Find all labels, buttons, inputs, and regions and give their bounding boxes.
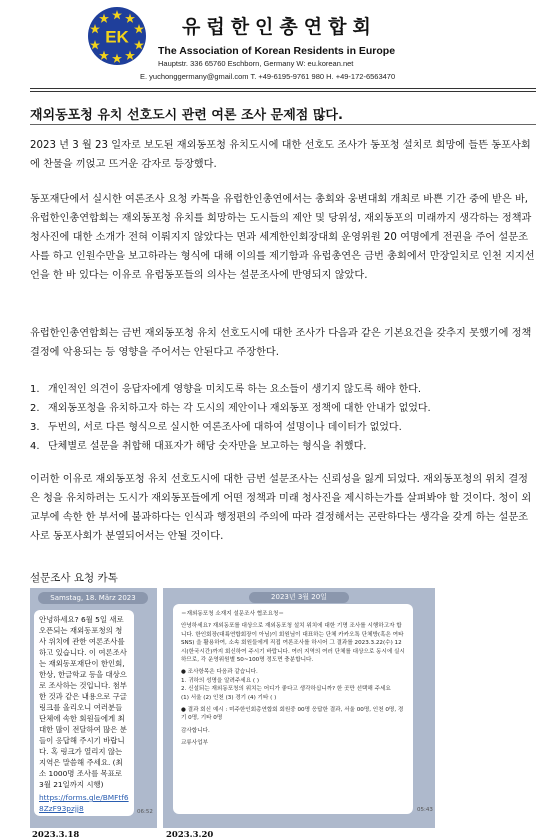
screenshot-1-date: 2023.3.18: [32, 830, 80, 840]
requirements-list: [30, 380, 536, 456]
title-underline: [30, 124, 536, 125]
thanks-text: 감사합니다.: [181, 727, 210, 734]
list-item: 3. 두번의, 서로 다른 형식으로 실시한 여론조사에 대하여 설명이나 데이터가 없었다.: [30, 422, 402, 433]
screenshot-2-date: 2023.3.20: [166, 830, 214, 840]
question-intro: ● 조사항목은 다음과 같습니다.: [181, 669, 258, 676]
question-2: 2. 신설되는 재외동포청의 위치는 어디가 좋다고 생각하십니까? 한 곳만 선택해 주세요: [181, 686, 391, 693]
survey-link[interactable]: https://forms.gle/BMFtf68ZzF93pzjj8: [39, 793, 129, 813]
header-divider-2: [30, 91, 536, 92]
chat-message-text: 안녕하세요? 6월 5일 새로 오픈되는 재외동포청의 청사 위치에 관한 여론조사를 하고 있습니다. 이 여론조사는 재외동포재단이 한인회, 한상, 한글학교 등을 대상으로 조사하는 것입니다. 첨부한 것과 같은 내용으로 구글 링크를 올리오니 여러분들 단체에 속한 회원들에게 최대한 많이 전달하여 많은 분들이 응답해 주시기 바랍니다. 혹 링크가 열리지 않는 지역은 말씀해 주세요. (최소 1000명 조사를 목표로 3월 21일까지 시행): [39, 615, 127, 789]
notice-heading: ＝재외동포청 소재지 설문조사 협조요청＝: [181, 611, 284, 617]
sender-department: 교류사업부: [181, 740, 209, 747]
chat-date-bar: Samstag, 18. März 2023: [38, 592, 148, 604]
paragraph-2: 동포재단에서 실시한 여론조사 요청 카톡을 유럽한인총연에서는 총회와 웅변대회 개최로 바쁜 기간 중에 받은 바, 유럽한인총연합회는 재외동포청 유치를 희망하는 도시들의 제안 및 당위성, 재외동포의 미래까지 생각하는 정책과 청사진에 대한 소개가 전혀 이뤄지지 않았다는 면과 세계한인회장대회 운영위원 20 여명에게 전권을 주어 설문조사를 하고 인원수만을 보고하라는 형식에 대해 이의를 제기함과 유럽총연은 금번 총회에서 만장일치로 인천 지지선언을 한 바 있다는 이유로 유럽동포들의 의사는 설문조사에 반영되지 않았다.: [30, 194, 535, 281]
paragraph-3: 유럽한인총연합회는 금번 재외동포청 유치 선호도시에 대한 조사가 다음과 같은 기본요건을 갖추지 못했기에 정책결정에 악용되는 등 영향을 주어서는 안된다고 주장한다.: [30, 328, 532, 358]
chat-date-bar: 2023년 3월 20일: [249, 592, 349, 603]
paragraph-4: 이러한 이유로 재외동포청 유치 선호도시에 대한 금번 설문조사는 신뢰성을 잃게 되었다. 재외동포청의 위치 결정은 청을 유치하려는 도시가 재외동포들에게 어떤 정책과 미래 청사진을 제시하는가를 살펴봐야 할 것이다. 청이 외교부에 속한 한 부서에 불과하다는 인식과 행정편의 주의에 따라 결정해서는 곤란하다는 생각을 갖게 하는 설문조사로 동포사회가 분열되어서는 안될 것이다.: [30, 474, 532, 542]
letterhead: [0, 0, 560, 96]
ek-logo: [87, 6, 147, 66]
org-name-korean: 유럽한인총연합회: [182, 16, 377, 38]
org-address: Hauptstr. 336 65760 Eschborn, Germany W: eu.korean.net: [158, 59, 354, 68]
list-item: 1. 개인적인 의견이 응답자에게 영향을 미치도록 하는 요소들이 생기지 않도록 해야 한다.: [30, 384, 422, 395]
chat-message-bubble: [173, 604, 413, 814]
header-divider: [30, 88, 536, 89]
kakaotalk-screenshot-2: [163, 588, 435, 828]
article-title: 재외동포청 유치 선호도시 관련 여론 조사 문제점 많다.: [30, 108, 343, 123]
org-name-english: The Association of Korean Residents in Europe: [158, 45, 396, 57]
chat-message-bubble: [34, 610, 134, 816]
screenshots-caption: 설문조사 요청 카톡: [30, 572, 118, 584]
logo-text: EK: [105, 27, 129, 47]
paragraph-1: 2023 년 3 월 23 일자로 보도된 재외동포청 유치도시에 대한 선호도 조사가 동포청 설치로 희망에 들뜬 동포사회에 찬물을 끼얹고 뜨거운 감자로 등장했다.: [30, 140, 531, 170]
org-contact: E. yuchonggermany@gmail.com T. +49-6195-9761 980 H. +49-172-6563470: [140, 72, 396, 81]
list-item: 2. 재외동포청을 유치하고자 하는 각 도시의 제안이나 재외동포 정책에 대한 안내가 없었다.: [30, 403, 431, 414]
message-time: 05:43: [417, 807, 433, 813]
notice-body: 안녕하세요? 재외동포를 대상으로 재외동포청 설치 위치에 대한 기명 조사를 시행하고자 합니다. 한인회장(대륙연합회장이 아님)이 회원님이 대표하는 단체 카카오톡 단체방(혹은 여타 SNS) 을 활용하여, 소속 회원들에게 직접 여론조사를 하시어 그 결과를 2023.3.22(수) 12시(한국시간)까지 회신하여 주시기 바랍니다. 여러 지역의 여러 단체를 대상으로 동시에 실시하므로, 각 운영위원별 50~100명 정도면 충분합니다.: [181, 623, 405, 664]
question-2-options: (1) 서울 (2) 인천 (3) 경기 (4) 기타 ( ): [181, 694, 277, 701]
question-1: 1. 귀하의 성명을 알려주세요 ( ): [181, 677, 260, 684]
list-item: 4. 단체별로 설문을 취합해 대표자가 해당 숫자만을 보고하는 형식을 취했다.: [30, 441, 367, 452]
kakaotalk-screenshot-1: [30, 588, 157, 828]
message-time: 06:52: [137, 809, 153, 815]
reply-example: ● 결과 회신 예시 : 미주한인회총연합회 회원중 00명 응답한 결과, 서울 00명, 인천 0명, 경기 0명, 기타 0명: [181, 707, 404, 722]
